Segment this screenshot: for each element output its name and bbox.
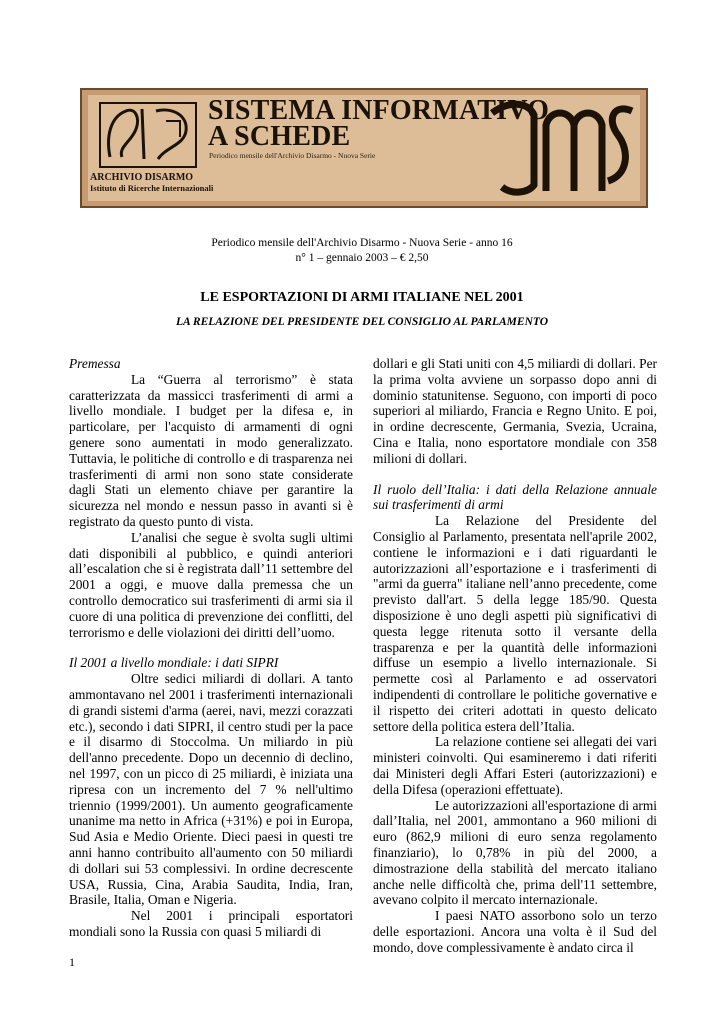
page-number: 1 — [69, 955, 75, 969]
paragraph: Le autorizzazioni all'esportazione di armi dall’Italia, nel 2001, ammontano a 960 milioni di euro (862,9 milioni di euro senza regolamento finanziario), lo 0,78% in più del 2000, a dimostrazione della stabilità del mercato italiano anche nelle difficoltà che, prima dell'11 settembre, avevano colpito il mercato internazionale. — [373, 797, 657, 908]
paragraph: Oltre sedici miliardi di dollari. A tanto ammontavano nel 2001 i trasferimenti internazionali di grandi sistemi d'arma (aerei, navi, mezzi corazzati etc.), secondo i dati SIPRI, il centro studi per la pace e il disarmo di Stoccolma. Un miliardo in più dell'anno precedente. Dopo un decennio di declino, nel 1997, con un picco di 25 miliardi, è iniziata una ripresa con un incremento del 7 % nell'ultimo triennio (1999/2001). Un aumento geograficamente unanime ma netto in Africa (+31%) e poi in Europa, Sud Asia e Medio Oriente. Dieci paesi in questi tre anni hanno contribuito all'aumento con 50 miliardi di dollari sui 53 complessivi. In ordine decrescente USA, Russia, Cina, Arabia Saudita, India, Iran, Brasile, Italia, Oman e Nigeria. — [69, 671, 353, 908]
paragraph: La relazione contiene sei allegati dei vari ministeri coinvolti. Qui esamineremo i dati riferiti dai Ministeri degli Affari Esteri (autorizzazioni) e della Difesa (operazioni effettuate). — [373, 734, 657, 797]
archive-logo-icon — [96, 97, 204, 171]
paragraph: dollari e gli Stati uniti con 4,5 miliardi di dollari. Per la prima volta avviene un sorpasso dopo anni di dominio statunitense. Seguono, con importi di poco superiori al miliardo, Francia e Regno Unito. E poi, in ordine decrescente, Germania, Svezia, Ucraina, Cina e Italia, nono esportatore mondiale con 358 milioni di dollari. — [373, 356, 657, 466]
masthead-inner — [88, 95, 640, 201]
article-title: LE ESPORTAZIONI DI ARMI ITALIANE NEL 2001 — [200, 290, 524, 305]
ims-monogram-icon — [488, 95, 638, 203]
right-column — [373, 356, 657, 955]
masthead-subtitle: Periodico mensile dell'Archivio Disarmo - Nuova Serie — [209, 151, 376, 160]
section-heading-italia: Il ruolo dell’Italia: i dati della Relazione annuale sui trasferimenti di armi — [373, 481, 657, 513]
section-heading-sipri: Il 2001 a livello mondiale: i dati SIPRI — [69, 655, 279, 671]
paragraph: La Relazione del Presidente del Consiglio al Parlamento, presentata nell'aprile 2002, contiene le informazioni e i dati riguardanti le autorizzazioni all’esportazione e i trasferimenti di "armi da guerra" italiane nell’anno precedente, come previsto dall'art. 5 della legge 185/90. Questa disposizione è uno degli aspetti più significativi di questa legge ritenuta sotto il versante della trasparenza e per la quantità delle informazioni diffuse un esempio a livello internazionale. Si permette così al Parlamento e ad osservatori indipendenti di controllare le politiche governative e il rispetto dei criteri adottati in questo delicato settore della politica estera dell’Italia. — [373, 513, 657, 734]
periodical-info — [0, 236, 724, 266]
paragraph: I paesi NATO assorbono solo un terzo delle esportazioni. Ancora una volta è il Sud del mondo, dove complessivamente è andato circa il — [373, 908, 657, 955]
left-column — [69, 356, 353, 940]
masthead-title-line2: A SCHEDE — [208, 121, 351, 152]
paragraph: Nel 2001 i principali esportatori mondiali sono la Russia con quasi 5 miliardi di — [69, 908, 353, 939]
paragraph: La “Guerra al terrorismo” è stata caratterizzata da massicci trasferimenti di armi a livello mondiale. I budget per la difesa e, in particolare, per l'acquisto di armamenti di ogni genere sono aumentati in modo generalizzato. Tuttavia, le politiche di controllo e di trasparenza nei trasferimenti di armi non sono state considerate dagli Stati un elemento chiave per garantire la sicurezza nel mondo e nessun passo in avanti si è registrato da questo punto di vista. — [69, 371, 353, 529]
periodical-line1: Periodico mensile dell'Archivio Disarmo - Nuova Serie - anno 16 — [211, 237, 513, 249]
masthead-banner — [80, 88, 648, 208]
section-heading-premessa: Premessa — [69, 356, 121, 371]
masthead-organization — [90, 173, 213, 193]
article-subtitle: LA RELAZIONE DEL PRESIDENTE DEL CONSIGLIO AL PARLAMENTO — [176, 316, 548, 328]
organization-name: ARCHIVIO DISARMO — [90, 172, 194, 183]
paragraph: L’analisi che segue è svolta sugli ultimi dati disponibili al pubblico, e quindi anteriori all’escalation che si è registrata dall’11 settembre del 2001 a oggi, e muove dalla premessa che un controllo democratico sui trasferimenti di armi sia il cuore di una politica di prevenzione dei conflitti, del terrorismo e delle violazioni dei diritti dell’uomo. — [69, 529, 353, 640]
organization-subtitle: Istituto di Ricerche Internazionali — [90, 183, 214, 193]
issue-line: n° 1 – gennaio 2003 – € 2,50 — [295, 252, 429, 264]
masthead-title-line1: SISTEMA INFORMATIVO — [208, 95, 550, 126]
